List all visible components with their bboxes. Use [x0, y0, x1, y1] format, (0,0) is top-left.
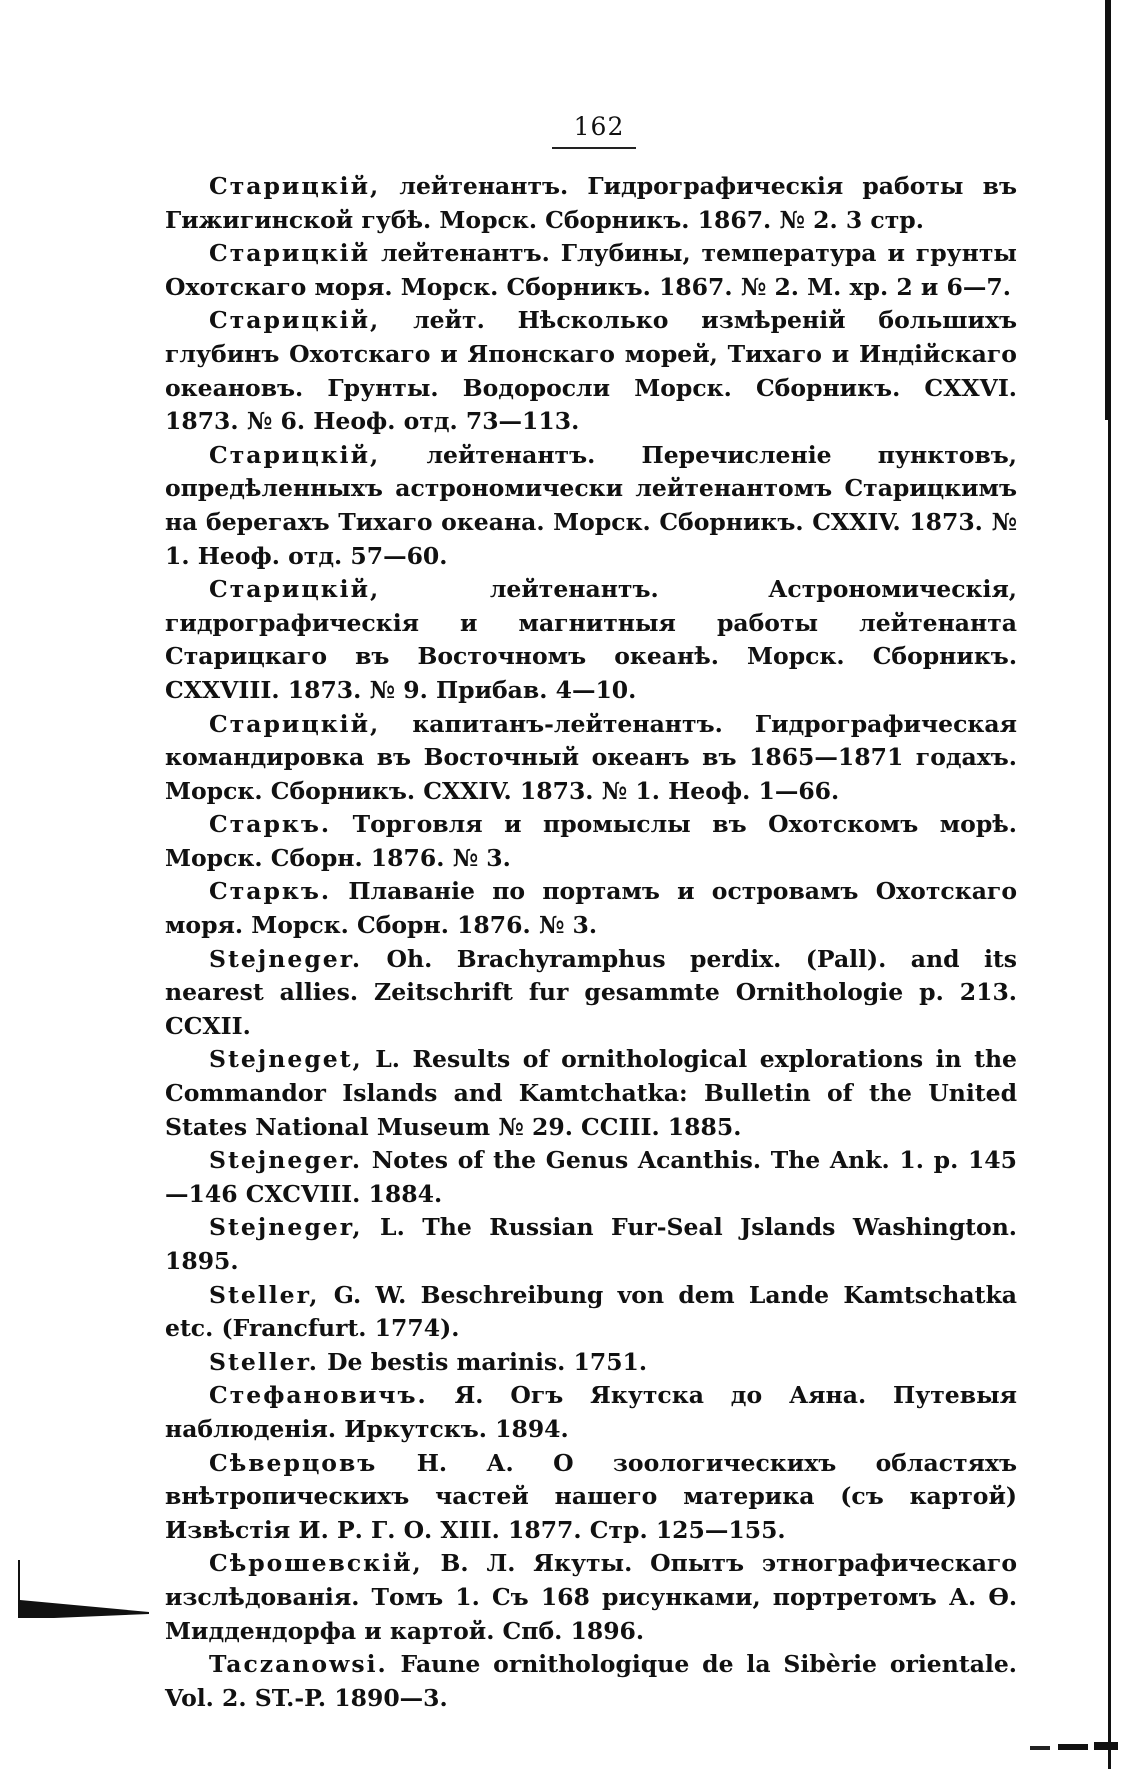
bibliography-list: [165, 170, 1017, 1715]
entry-author: Taczanowsi.: [209, 1650, 388, 1679]
entry-text: Oh. Brachyramphus perdix. (Pall). and its nearest allies. Zeitschrift fur gesammte Ornithologie p. 213. CCXII.: [165, 944, 1017, 1040]
entry-text: лейтенантъ. Глубины, температура и грунты Охотскаго моря. Морск. Сборникъ. 1867. № 2. М. хр. 2 и 6—7.: [165, 239, 1017, 301]
scan-edge-line: [1108, 0, 1111, 1769]
entry-author: Старкъ.: [209, 810, 332, 839]
entry-text: капитанъ-лейтенантъ. Гидрографическая командировка въ Восточный океанъ въ 1865—1871 годахъ. Морск. Сборникъ. CXXIV. 1873. № 1. Неоф. 1—66.: [165, 709, 1017, 805]
entry-author: Старицкій,: [209, 306, 381, 335]
entry-text: De bestis marinis. 1751.: [319, 1347, 648, 1376]
entry-text: Торговля и промыслы въ Охотскомъ морѣ. Морск. Сборн. 1876. № 3.: [165, 810, 1017, 872]
entry-author: Steller.: [209, 1347, 319, 1376]
entry-text: В. Л. Якуты. Опытъ этнографическаго изслѣдованія. Томъ 1. Съ 168 рисунками, портретомъ А. Ѳ. Миддендорфа и картой. Спб. 1896.: [165, 1549, 1017, 1645]
bibliography-entry: [165, 237, 1017, 304]
entry-author: Сѣрошевскій,: [209, 1549, 423, 1578]
bibliography-entry: [165, 1648, 1017, 1715]
bibliography-entry: [165, 1379, 1017, 1446]
entry-author: Steller,: [209, 1280, 320, 1309]
bibliography-entry: [165, 1346, 1017, 1380]
entry-text: Я. Огъ Якутска до Аяна. Путевыя наблюденія. Иркутскъ. 1894.: [165, 1381, 1017, 1443]
entry-author: Старкъ.: [209, 877, 332, 906]
bibliography-entry: [165, 170, 1017, 237]
entry-author: Stejneger,: [209, 1213, 363, 1242]
page-number: 162: [573, 112, 625, 141]
entry-text: лейтенантъ. Астрономическія, гидрографическія и магнитныя работы лейтенанта Старицкаго въ Восточномъ океанѣ. Морск. Сборникъ. CXXVIII. 1873. № 9. Прибав. 4—10.: [165, 575, 1017, 704]
entry-author: Сѣверцовъ: [209, 1448, 378, 1477]
bibliography-entry: [165, 708, 1017, 809]
entry-text: L. Results of ornithological explorations in the Commandor Islands and Kamtchatka: Bulletin of the United States National Museum № 29. CCIII. 1885.: [165, 1045, 1017, 1141]
bibliography-entry: [165, 943, 1017, 1044]
entry-text: G. W. Beschreibung von dem Lande Kamtschatka etc. (Francfurt. 1774).: [165, 1280, 1017, 1343]
scan-artifact-bottom: [1030, 1738, 1120, 1754]
entry-text: лейт. Нѣсколько измѣреній большихъ глубинъ Охотскаго и Японскаго морей, Тихаго и Индійскаго океановъ. Грунты. Водоросли Морск. Сборникъ. CXXVI. 1873. № 6. Неоф. отд. 73—113.: [165, 306, 1017, 436]
entry-text: L. The Russian Fur-Seal Jslands Washington. 1895.: [165, 1213, 1017, 1275]
entry-author: Стефановичъ.: [209, 1381, 428, 1410]
bibliography-entry: [165, 439, 1017, 573]
bibliography-entry: [165, 1211, 1017, 1278]
entry-text: лейтенантъ. Перечисленіе пунктовъ, опредѣленныхъ астрономически лейтенантомъ Старицкимъ на берегахъ Тихаго океана. Морск. Сборникъ. CXXIV. 1873. № 1. Неоф. отд. 57—60.: [165, 440, 1017, 570]
bibliography-entry: [165, 304, 1017, 438]
entry-text: лейтенантъ. Гидрографическія работы въ Гижигинской губѣ. Морск. Сборникъ. 1867. № 2. 3 стр.: [165, 172, 1017, 234]
entry-author: Старицкій,: [209, 575, 381, 604]
entry-author: Stejneger.: [209, 944, 363, 973]
bibliography-entry: [165, 1447, 1017, 1548]
entry-author: Stejneget,: [209, 1045, 363, 1074]
entry-author: Stejneger.: [209, 1146, 363, 1175]
bibliography-entry: [165, 875, 1017, 942]
entry-author: Старицкій,: [209, 440, 381, 469]
bibliography-entry: [165, 1043, 1017, 1144]
bibliography-entry: [165, 1547, 1017, 1648]
bibliography-entry: [165, 573, 1017, 707]
bibliography-entry: [165, 1279, 1017, 1346]
entry-author: Старицкій: [209, 239, 371, 268]
entry-author: Старицкій,: [209, 709, 381, 738]
bibliography-entry: [165, 1144, 1017, 1211]
page-number-rule: [552, 147, 636, 149]
bibliography-entry: [165, 808, 1017, 875]
scan-artifact-left: [14, 1560, 154, 1620]
entry-text: Плаваніе по портамъ и островамъ Охотскаго моря. Морск. Сборн. 1876. № 3.: [165, 877, 1017, 940]
entry-author: Старицкій,: [209, 172, 381, 200]
entry-text: Н. А. О зоологическихъ областяхъ внѣтропическихъ частей нашего материка (съ картой) Извѣстія И. Р. Г. О. XIII. 1877. Стр. 125—155.: [165, 1448, 1017, 1544]
entry-text: Faune ornithologique de la Sibèrie orientale. Vol. 2. ST.-P. 1890—3.: [165, 1650, 1017, 1712]
entry-text: Notes of the Genus Acanthis. The Ank. 1. p. 145—146 CXCVIII. 1884.: [165, 1146, 1017, 1208]
